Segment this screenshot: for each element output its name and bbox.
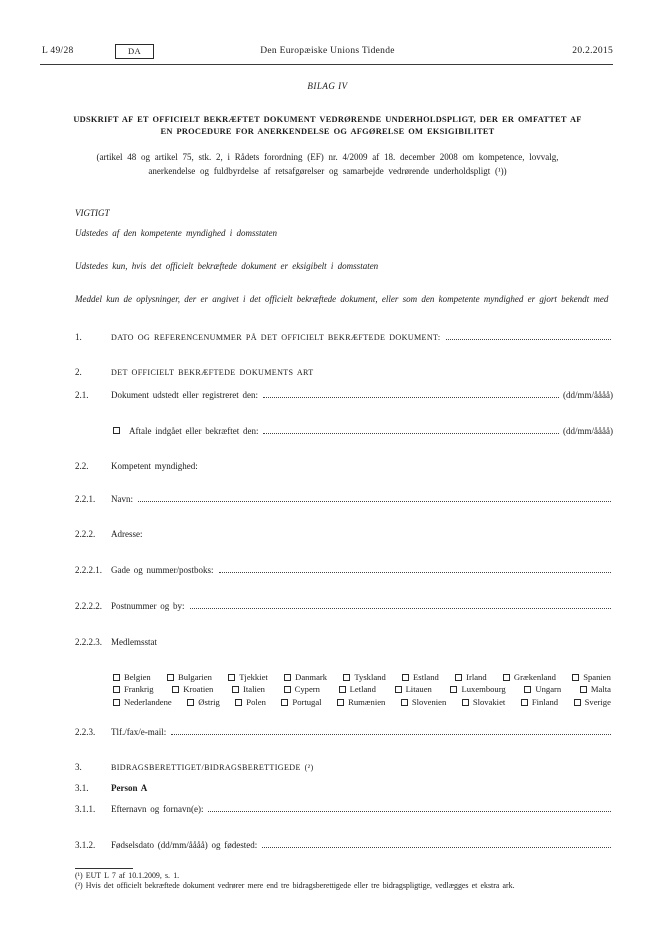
form-item-3-1-1 (75, 804, 613, 816)
checkbox-icon[interactable] (450, 686, 457, 693)
member-state-label: Kroatien (183, 684, 214, 695)
member-state-option[interactable] (343, 671, 385, 684)
dotted-fill-field (262, 847, 611, 848)
member-state-label: Sverige (584, 696, 611, 707)
item-number: 2. (75, 366, 82, 377)
item-number: 3.1. (75, 782, 89, 793)
page-header (42, 44, 613, 60)
item-number: 2.2.2.1. (75, 564, 102, 575)
item-label: DATO OG REFERENCENUMMER PÅ DET OFFICIELT BEKRÆFTEDE DOKUMENT: (111, 332, 441, 342)
checkbox-icon[interactable] (455, 674, 462, 681)
member-state-option[interactable] (113, 683, 154, 696)
checkbox-icon[interactable] (339, 686, 346, 693)
member-state-option[interactable] (235, 696, 266, 709)
checkbox-icon[interactable] (281, 699, 288, 706)
checkbox-icon[interactable] (524, 686, 531, 693)
member-state-option[interactable] (521, 696, 558, 709)
language-code-box: DA (115, 44, 154, 59)
form-item-2-2-2-2 (75, 601, 613, 613)
form-item-2-2-1 (75, 494, 613, 506)
checkbox-icon[interactable] (284, 686, 291, 693)
form-item-1 (75, 332, 613, 344)
item-number: 2.2.1. (75, 494, 96, 505)
member-state-option[interactable] (503, 671, 556, 684)
item-label: Adresse: (111, 529, 143, 540)
member-state-row (113, 683, 611, 696)
member-state-label: Tjekkiet (239, 671, 268, 682)
form-item-3-1 (75, 783, 613, 795)
document-subtitle: (artikel 48 og artikel 75, stk. 2, i Rådets forordning (EF) nr. 4/2009 af 18. december 2008 om kompetence, lovvalg, anerkendelse og fuldbyrdelse af retsafgørelser og samarbejde vedrørende underholdspligt (¹)) (96, 152, 559, 176)
member-state-option[interactable] (401, 696, 446, 709)
member-state-option[interactable] (580, 683, 611, 696)
dotted-fill-field (446, 339, 611, 340)
member-state-checkbox-grid (113, 671, 611, 709)
member-state-option[interactable] (284, 671, 327, 684)
notice-important: VIGTIGT (75, 208, 110, 219)
checkbox-icon[interactable] (113, 427, 120, 434)
checkbox-icon[interactable] (395, 686, 402, 693)
item-number: 3. (75, 762, 82, 772)
member-state-option[interactable] (228, 671, 268, 684)
checkbox-icon[interactable] (580, 686, 587, 693)
header-rule (40, 64, 613, 65)
item-number: 2.2.2. (75, 529, 96, 540)
checkbox-icon[interactable] (113, 674, 120, 681)
member-state-option[interactable] (395, 683, 432, 696)
item-number: 3.1.2. (75, 840, 96, 851)
notice-issued-by: Udstedes af den kompetente myndighed i domsstaten (75, 227, 277, 238)
dotted-fill-field (208, 811, 611, 812)
member-state-label: Tyskland (354, 671, 386, 682)
form-item-2-2-2-1 (75, 565, 613, 577)
member-state-label: Østrig (198, 696, 220, 707)
member-state-option[interactable] (284, 683, 320, 696)
form-item-2-2 (75, 461, 613, 473)
item-number: 2.2. (75, 460, 89, 471)
member-state-option[interactable] (167, 671, 212, 684)
member-state-option[interactable] (450, 683, 505, 696)
checkbox-icon[interactable] (572, 674, 579, 681)
member-state-label: Slovenien (411, 696, 447, 707)
checkbox-icon[interactable] (187, 699, 194, 706)
item-label: BIDRAGSBERETTIGET/BIDRAGSBERETTIGEDE (²) (111, 763, 314, 772)
member-state-label: Litauen (405, 684, 432, 695)
member-state-label: Luxembourg (461, 684, 506, 695)
checkbox-icon[interactable] (462, 699, 469, 706)
item-label: Efternavn og fornavn(e): (111, 804, 204, 815)
date-format-hint: (dd/mm/åååå) (563, 390, 613, 401)
member-state-label: Irland (466, 671, 487, 682)
member-state-option[interactable] (187, 696, 219, 709)
member-state-option[interactable] (572, 671, 611, 684)
member-state-label: Frankrig (124, 684, 154, 695)
member-state-row (113, 696, 611, 709)
item-number: 1. (75, 331, 82, 342)
member-state-option[interactable] (113, 671, 151, 684)
checkbox-icon[interactable] (521, 699, 528, 706)
member-state-option[interactable] (232, 683, 265, 696)
checkbox-icon[interactable] (337, 699, 344, 706)
member-state-label: Cypern (294, 684, 320, 695)
dotted-fill-field (190, 608, 611, 609)
member-state-label: Polen (246, 696, 266, 707)
member-state-label: Ungarn (535, 684, 562, 695)
dotted-fill-field (263, 433, 559, 434)
item-label: Postnummer og by: (111, 601, 185, 612)
form-item-2-1 (75, 390, 613, 402)
member-state-label: Bulgarien (178, 671, 212, 682)
item-label: Aftale indgået eller bekræftet den: (129, 426, 259, 436)
form-item-2 (75, 367, 613, 379)
member-state-label: Grækenland (513, 671, 556, 682)
checkbox-icon[interactable] (232, 686, 239, 693)
member-state-label: Spanien (583, 671, 611, 682)
form-item-2-2-2-3 (75, 637, 613, 649)
journal-page-reference: L 49/28 (42, 46, 74, 56)
item-label: Person A (111, 782, 148, 793)
item-label: Kompetent myndighed: (111, 460, 198, 471)
date-format-hint: (dd/mm/åååå) (563, 426, 613, 436)
dotted-fill-field (263, 397, 559, 398)
form-item-2-1-agreement (75, 426, 613, 438)
checkbox-icon[interactable] (228, 674, 235, 681)
item-label: Gade og nummer/postboks: (111, 564, 214, 575)
journal-date: 20.2.2015 (572, 46, 613, 56)
dotted-fill-field (219, 572, 612, 573)
footnote-2: (²) Hvis det officielt bekræftede dokument vedrører mere end tre bidragsberettigede eller tre bidragspligtige, vedlægges et ekstra ark. (75, 881, 515, 891)
checkbox-icon[interactable] (503, 674, 510, 681)
member-state-row (113, 671, 611, 684)
checkbox-icon[interactable] (235, 699, 242, 706)
item-number: 2.1. (75, 390, 89, 401)
notice-issued-only-if: Udstedes kun, hvis det officielt bekræftede dokument er eksigibelt i domsstaten (75, 260, 379, 271)
member-state-label: Belgien (124, 671, 151, 682)
member-state-option[interactable] (574, 696, 611, 709)
item-label: Dokument udstedt eller registreret den: (111, 390, 258, 401)
annex-label: BILAG IV (307, 81, 348, 91)
item-number: 2.2.2.2. (75, 601, 102, 612)
form-item-2-2-2 (75, 529, 613, 541)
member-state-option[interactable] (281, 696, 321, 709)
member-state-option[interactable] (172, 683, 213, 696)
member-state-label: Malta (590, 684, 611, 695)
member-state-label: Danmark (295, 671, 328, 682)
member-state-label: Nederlandene (124, 696, 172, 707)
member-state-label: Rumænien (348, 696, 386, 707)
checkbox-icon[interactable] (113, 686, 120, 693)
checkbox-icon[interactable] (113, 699, 120, 706)
member-state-label: Slovakiet (472, 696, 506, 707)
checkbox-icon[interactable] (284, 674, 291, 681)
member-state-label: Italien (243, 684, 265, 695)
item-number: 2.2.3. (75, 727, 96, 738)
item-number: 2.2.2.3. (75, 637, 102, 648)
checkbox-icon[interactable] (343, 674, 350, 681)
checkbox-icon[interactable] (172, 686, 179, 693)
item-label: DET OFFICIELT BEKRÆFTEDE DOKUMENTS ART (111, 367, 314, 377)
member-state-option[interactable] (402, 671, 439, 684)
checkbox-icon[interactable] (401, 699, 408, 706)
footnote-rule (75, 868, 133, 869)
member-state-option[interactable] (462, 696, 505, 709)
member-state-label: Letland (349, 684, 376, 695)
document-title: UDSKRIFT AF ET OFFICIELT BEKRÆFTET DOKUMENT VEDRØRENDE UNDERHOLDSPLIGT, DER ER OMFATTET AF EN PROCEDURE FOR ANERKENDELSE OG AFGØRELSE OM EKSIGIBILITET (73, 115, 582, 137)
dotted-fill-field (171, 734, 611, 735)
member-state-label: Finland (531, 696, 559, 707)
notice-provide-only: Meddel kun de oplysninger, der er angivet i det officielt bekræftede dokument, eller som den kompetente myndighed er gjort bekendt med (75, 293, 609, 304)
item-label: Medlemsstat (111, 637, 157, 648)
member-state-option[interactable] (455, 671, 487, 684)
member-state-label: Estland (413, 671, 439, 682)
item-label: Tlf./fax/e-mail: (111, 727, 167, 738)
dotted-fill-field (138, 501, 611, 502)
member-state-option[interactable] (339, 683, 376, 696)
member-state-option[interactable] (337, 696, 385, 709)
form-item-2-2-3 (75, 727, 613, 739)
checkbox-icon[interactable] (402, 674, 409, 681)
footnote-1: (¹) EUT L 7 af 10.1.2009, s. 1. (75, 870, 180, 880)
form-item-3 (75, 762, 613, 774)
checkbox-icon[interactable] (167, 674, 174, 681)
item-number: 3.1.1. (75, 804, 96, 815)
item-label: Navn: (111, 494, 133, 505)
member-state-label: Portugal (292, 696, 322, 707)
form-item-3-1-2 (75, 840, 613, 852)
item-label: Fødselsdato (dd/mm/åååå) og fødested: (111, 840, 258, 851)
member-state-option[interactable] (524, 683, 561, 696)
checkbox-icon[interactable] (574, 699, 581, 706)
journal-title: Den Europæiske Unions Tidende (260, 46, 395, 56)
member-state-option[interactable] (113, 696, 172, 709)
